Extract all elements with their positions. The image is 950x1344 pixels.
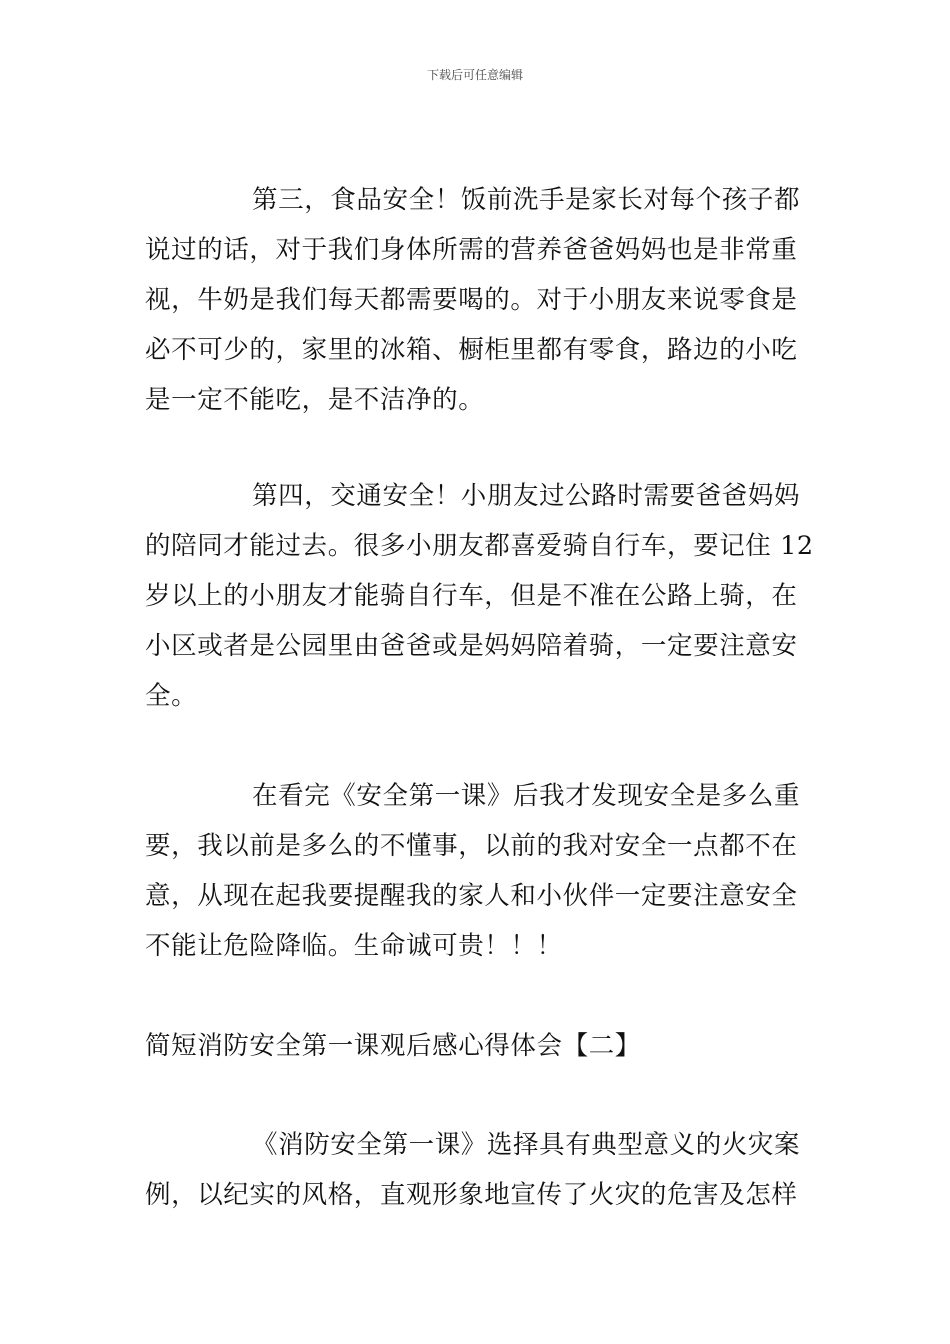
paragraph-conclusion [145, 771, 810, 971]
text-line: 不能让危险降临。生命诚可贵！！！ [145, 931, 563, 961]
text-line: 全。 [145, 681, 198, 711]
text-line: 视，牛奶是我们每天都需要喝的。对于小朋友来说零食是 [145, 285, 798, 315]
text-line: 例，以纪实的风格，直观形象地宣传了火灾的危害及怎样 [145, 1180, 798, 1210]
text-line: 小区或者是公园里由爸爸或是妈妈陪着骑，一定要注意安 [145, 631, 798, 661]
text-line: 是一定不能吃，是不洁净的。 [145, 385, 485, 415]
paragraph-food-safety [145, 175, 810, 425]
heading-text: 简短消防安全第一课观后感心得体会【二】 [145, 1031, 641, 1061]
text-line: 要，我以前是多么的不懂事，以前的我对安全一点都不在 [145, 831, 798, 861]
text-line: 意，从现在起我要提醒我的家人和小伙伴一定要注意安全 [145, 881, 798, 911]
text-line: 的陪同才能过去。很多小朋友都喜爱骑自行车，要记住 12 [145, 531, 814, 561]
paragraph-fire-safety-intro [145, 1120, 810, 1220]
text-line: 说过的话，对于我们身体所需的营养爸爸妈妈也是非常重 [145, 235, 798, 265]
text-line: 岁以上的小朋友才能骑自行车，但是不准在公路上骑，在 [145, 581, 798, 611]
paragraph-traffic-safety [145, 471, 814, 721]
text-line: 在看完《安全第一课》后我才发现安全是多么重 [252, 781, 801, 811]
section-heading [145, 1021, 810, 1071]
page-header-note: 下载后可任意编辑 [426, 68, 523, 82]
text-line: 第四，交通安全！小朋友过公路时需要爸爸妈妈 [252, 481, 801, 511]
text-line: 《消防安全第一课》选择具有典型意义的火灾案 [252, 1130, 801, 1160]
text-line: 必不可少的，家里的冰箱、橱柜里都有零食，路边的小吃 [145, 335, 798, 365]
text-line: 第三，食品安全！饭前洗手是家长对每个孩子都 [252, 185, 801, 215]
